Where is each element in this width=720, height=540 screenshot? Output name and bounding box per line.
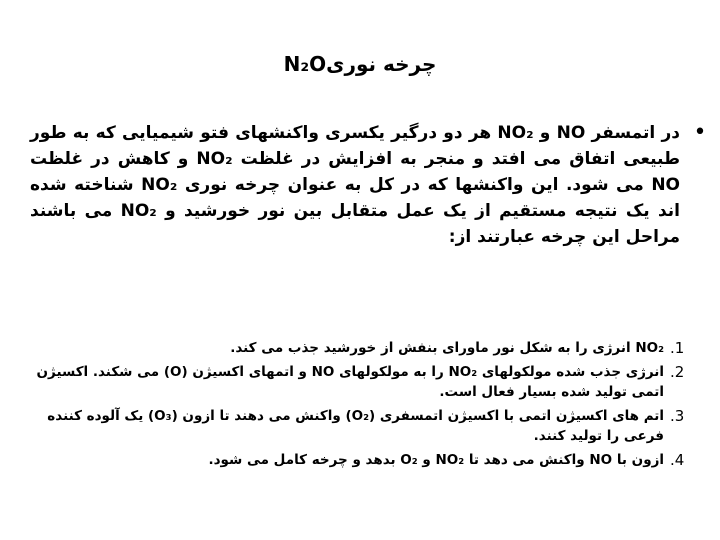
intro-paragraph: در اتمسفر NO و NO₂ هر دو درگیر یکسری واکنشهای فتو شیمیایی که به طور طبیعی اتفاق می افتد و منجر به افزایش در غلظت NO₂ و کاهش در غلظت NO می شود. این واکنشها که در کل به عنوان چرخه نوری NO₂ شناخته شده اند یک نتیجه مستقیم از یک عمل متقابل بین نور خورشید و NO₂ می باشند مراحل این چرخه عبارتند از: — [30, 123, 680, 247]
step-number: .2 — [670, 363, 685, 381]
step-number: .3 — [670, 407, 685, 425]
list-item — [14, 406, 714, 446]
bullet-icon: • — [693, 120, 707, 145]
step-text: ازون با NO واکنش می دهد تا NO₂ و O₂ بدهد و چرخه کامل می شود. — [208, 452, 664, 468]
steps-list — [14, 338, 714, 474]
slide-title — [0, 52, 720, 76]
title-text: چرخه نوری — [326, 52, 437, 76]
step-number: .1 — [670, 339, 685, 357]
list-item — [14, 450, 714, 470]
step-text: انرژی جذب شده مولکولهای NO₂ را به مولکولهای NO و اتمهای اکسیژن (O) می شکند. اکسیژن اتمی تولید شده بسیار فعال است. — [36, 364, 664, 400]
step-text: NO₂ انرژی را به شکل نور ماورای بنفش از خورشید جذب می کند. — [230, 340, 664, 356]
step-number: .4 — [670, 451, 685, 469]
step-text: اتم های اکسیژن اتمی با اکسیژن اتمسفری (O₂) واکنش می دهند تا ازون (O₃) یک آلوده کننده فرعی را تولید کنند. — [47, 408, 664, 444]
list-item — [14, 362, 714, 402]
list-item — [14, 338, 714, 358]
title-formula: N₂O — [283, 52, 327, 76]
